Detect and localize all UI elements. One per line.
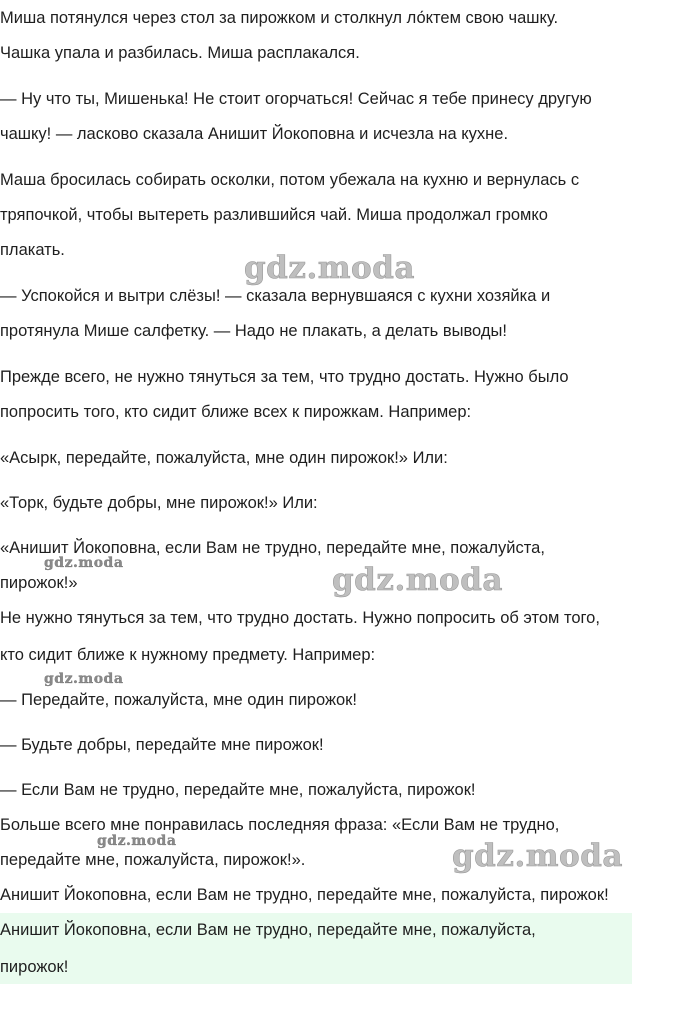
text-line: Миша потянулся через стол за пирожком и столкнул ло́ктем свою чашку. [0, 9, 559, 27]
text-line: «Асырк, передайте, пожалуйста, мне один пирожок!» Или: [0, 449, 448, 467]
watermark-logo: gdz.moda [44, 555, 124, 571]
watermark-logo: gdz.moda [452, 838, 623, 874]
text-line: Прежде всего, не нужно тянуться за тем, что трудно достать. Нужно было [0, 368, 569, 386]
text-line: пирожок!» [0, 574, 78, 592]
text-line: попросить того, кто сидит ближе всех к пирожкам. Например: [0, 403, 472, 421]
watermark-logo: gdz.moda [332, 562, 503, 598]
text-line: — Успокойся и вытри слёзы! — сказала вернувшаяся с кухни хозяйка и [0, 287, 551, 305]
text-line: «Анишит Йокоповна, если Вам не трудно, передайте мне, пожалуйста, [0, 539, 545, 557]
text-line: Больше всего мне понравилась последняя фраза: «Если Вам не трудно, [0, 816, 560, 834]
text-line: Не нужно тянуться за тем, что трудно достать. Нужно попросить об этом того, [0, 609, 600, 627]
watermark-logo: gdz.moda [97, 833, 177, 849]
text-line: Анишит Йокоповна, если Вам не трудно, передайте мне, пожалуйста, [0, 921, 536, 939]
text-line: «Торк, будьте добры, мне пирожок!» Или: [0, 494, 318, 512]
text-line: протянула Мише салфетку. — Надо не плакать, а делать выводы! [0, 322, 507, 340]
text-line: чашку! — ласково сказала Анишит Йокоповна и исчезла на кухне. [0, 125, 509, 143]
text-line: тряпочкой, чтобы вытереть разлившийся чай. Миша продолжал громко [0, 206, 548, 224]
text-line: Маша бросилась собирать осколки, потом убежала на кухню и вернулась с [0, 171, 580, 189]
watermark-logo: gdz.moda [44, 671, 124, 687]
text-line: — Передайте, пожалуйста, мне один пирожок! [0, 691, 357, 709]
watermark-logo: gdz.moda [244, 250, 415, 286]
text-line: плакать. [0, 241, 65, 259]
text-line: пирожок! [0, 958, 69, 976]
text-line: — Ну что ты, Мишенька! Не стоит огорчаться! Сейчас я тебе принесу другую [0, 90, 592, 108]
text-line: — Если Вам не трудно, передайте мне, пожалуйста, пирожок! [0, 781, 476, 799]
text-line: Анишит Йокоповна, если Вам не трудно, передайте мне, пожалуйста, пирожок! [0, 886, 609, 904]
text-line: кто сидит ближе к нужному предмету. Например: [0, 646, 376, 664]
text-line: — Будьте добры, передайте мне пирожок! [0, 736, 324, 754]
text-line: Чашка упала и разбилась. Миша расплакался. [0, 44, 360, 62]
text-line: передайте мне, пожалуйста, пирожок!». [0, 851, 306, 869]
